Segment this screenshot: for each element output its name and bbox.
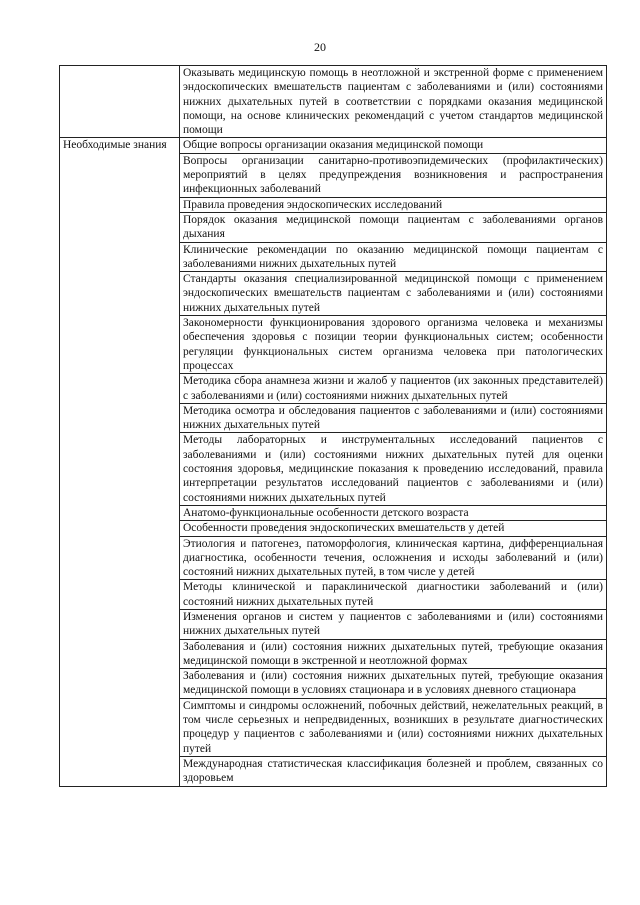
knowledge-item: Заболевания и (или) состояния нижних дыхательных путей, требующие оказания медицинской помощи в условиях стационара и в условиях дневного стационара (180, 669, 607, 699)
knowledge-item: Анатомо-функциональные особенности детского возраста (180, 505, 607, 520)
knowledge-item: Правила проведения эндоскопических исследований (180, 197, 607, 212)
page-number: 20 (314, 40, 326, 54)
knowledge-item: Порядок оказания медицинской помощи пациентам с заболеваниями органов дыхания (180, 212, 607, 242)
empty-label-cell (60, 66, 180, 138)
competency-table (59, 65, 607, 787)
knowledge-item: Вопросы организации санитарно-противоэпидемических (профилактических) мероприятий в целях предупреждения возникновения и распространения инфекционных заболеваний (180, 153, 607, 197)
table-row (60, 138, 607, 153)
knowledge-item: Общие вопросы организации оказания медицинской помощи (180, 138, 607, 153)
skill-text: Оказывать медицинскую помощь в неотложной и экстренной форме с применением эндоскопических вмешательств пациентам с заболеваниями и (или) состояниями нижних дыхательных путей в соответствии с порядками оказания медицинской помощи, на основе клинических рекомендаций с учетом стандартов медицинской помощи (180, 66, 607, 138)
knowledge-item: Симптомы и синдромы осложнений, побочных действий, нежелательных реакций, в том числе серьезных и непредвиденных, возникших в результате диагностических процедур у пациентов с заболеваниями и (или) состояниями нижних дыхательных путей (180, 698, 607, 756)
knowledge-item: Методы клинической и параклинической диагностики заболеваний и (или) состояний нижних дыхательных путей (180, 580, 607, 610)
knowledge-item: Клинические рекомендации по оказанию медицинской помощи пациентам с заболеваниями нижних дыхательных путей (180, 242, 607, 272)
knowledge-item: Методика осмотра и обследования пациентов с заболеваниями и (или) состояниями нижних дыхательных путей (180, 403, 607, 433)
knowledge-item: Закономерности функционирования здорового организма человека и механизмы обеспечения здоровья с позиции теории функциональных систем; особенности регуляции функциональных систем организма человека при патологических процессах (180, 316, 607, 374)
knowledge-item: Изменения органов и систем у пациентов с заболеваниями и (или) состояниями нижних дыхательных путей (180, 609, 607, 639)
knowledge-item: Стандарты оказания специализированной медицинской помощи с применением эндоскопических вмешательств пациентам с заболеваниями и (или) состояниями нижних дыхательных путей (180, 272, 607, 316)
knowledge-item: Заболевания и (или) состояния нижних дыхательных путей, требующие оказания медицинской помощи в экстренной и неотложной формах (180, 639, 607, 669)
section-label: Необходимые знания (60, 138, 180, 786)
knowledge-item: Международная статистическая классификация болезней и проблем, связанных со здоровьем (180, 756, 607, 786)
knowledge-item: Особенности проведения эндоскопических вмешательств у детей (180, 521, 607, 536)
table-row (60, 66, 607, 138)
knowledge-item: Методы лабораторных и инструментальных исследований пациентов с заболеваниями и (или) состояниями нижних дыхательных путей для оценки состояния здоровья, медицинские показания к проведению исследований, правила интерпретации результатов исследований пациентов с заболеваниями и (или) состояниями нижних дыхательных путей (180, 433, 607, 505)
knowledge-item: Методика сбора анамнеза жизни и жалоб у пациентов (их законных представителей) с заболеваниями и (или) состояниями нижних дыхательных путей (180, 374, 607, 404)
knowledge-item: Этиология и патогенез, патоморфология, клиническая картина, дифференциальная диагностика, особенности течения, осложнения и исходы заболеваний и (или) состояний нижних дыхательных путей, в том числе у детей (180, 536, 607, 580)
